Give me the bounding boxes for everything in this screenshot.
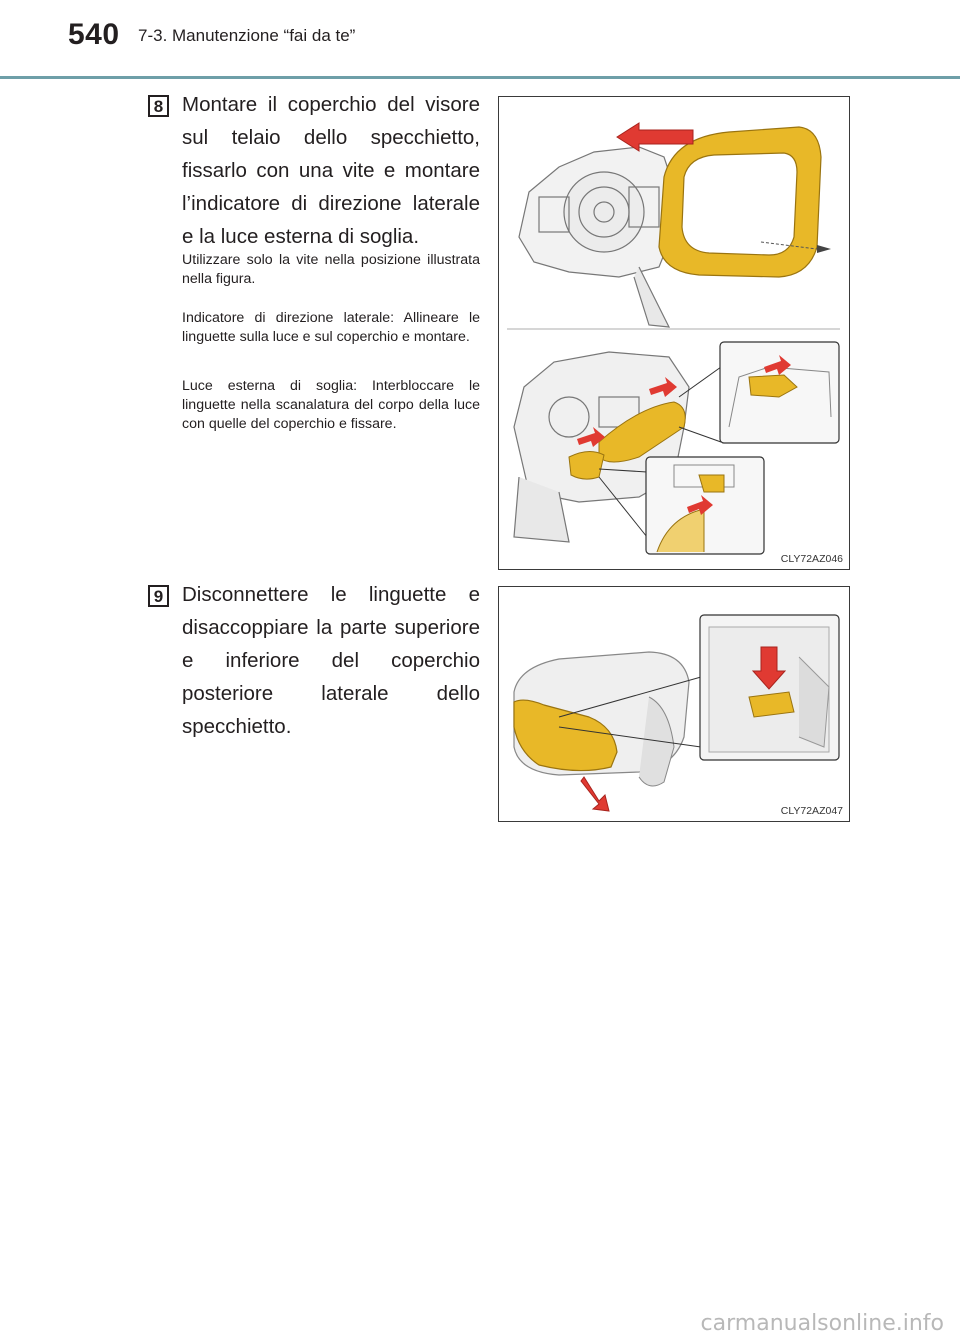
step-8-note-2: Indicatore di direzione laterale: Allineare le linguette sulla luce e sul coperchio e montare. bbox=[182, 310, 480, 345]
mirror-rear-cover-illustration bbox=[499, 587, 848, 820]
figure-code: CLY72AZ047 bbox=[780, 805, 843, 817]
figure-step-8 bbox=[498, 96, 850, 570]
arrow-left bbox=[617, 123, 693, 151]
step-8-note-1: Utilizzare solo la vite nella posizione illustrata nella figura. bbox=[182, 252, 480, 287]
header-rule bbox=[0, 76, 960, 79]
inset-detail-2 bbox=[646, 457, 764, 554]
visor-cover bbox=[659, 127, 821, 277]
step-8-note-3: Luce esterna di soglia: Interbloccare le linguette nella scanalatura del corpo della luce con quelle del coperchio e fissare. bbox=[182, 378, 480, 432]
inset-detail-3 bbox=[700, 615, 839, 760]
step-8-text: Montare il coperchio del visore sul telaio dello specchietto, fissarlo con una vite e montare l’indicatore di direzione laterale e la luce esterna di soglia. bbox=[182, 93, 480, 248]
watermark: carmanualsonline.info bbox=[700, 1311, 944, 1336]
inset-detail-1 bbox=[720, 342, 839, 443]
mirror-frame-assembly bbox=[519, 147, 674, 327]
section-title: 7-3. Manutenzione “fai da te” bbox=[138, 26, 356, 45]
step-badge-9: 9 bbox=[148, 585, 169, 607]
page-number: 540 bbox=[68, 18, 120, 51]
page-header bbox=[0, 0, 960, 80]
step-badge-8: 8 bbox=[148, 95, 169, 117]
step-9-text: Disconnettere le linguette e disaccoppiare la parte superiore e inferiore del coperchio posteriore laterale dello specchietto. bbox=[182, 583, 480, 738]
figure-code: CLY72AZ046 bbox=[780, 553, 843, 565]
puddle-lamp bbox=[569, 451, 604, 479]
figure-step-9 bbox=[498, 586, 850, 822]
mirror-visor-illustration bbox=[499, 97, 848, 568]
